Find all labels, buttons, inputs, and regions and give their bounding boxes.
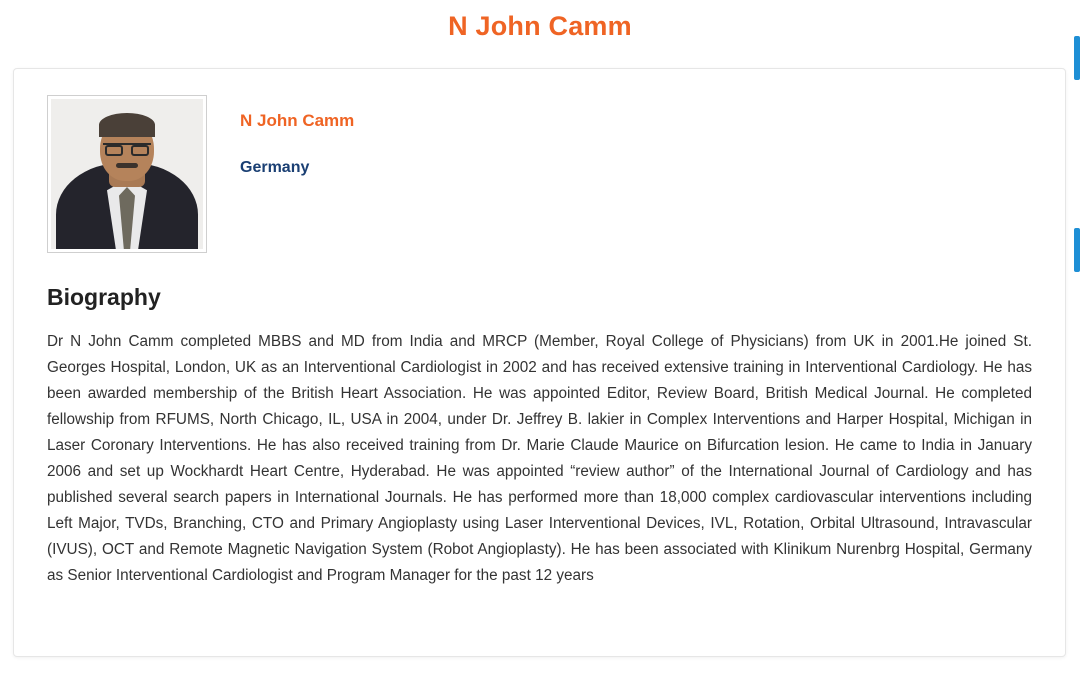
speaker-name: N John Camm <box>240 111 355 130</box>
biography-text: Dr N John Camm completed MBBS and MD from India and MRCP (Member, Royal College of Physicians) from UK in 2001.He joined St. Georges Hospital, London, UK as an Interventional Cardiologist in 2002 and has received extensive training in Interventional Cardiology. He has been awarded membership of the British Heart Association. He was appointed Editor, Review Board, British Medical Journal. He completed fellowship from RFUMS, North Chicago, IL, USA in 2004, under Dr. Jeffrey B. lakier in Complex Interventions and Harper Hospital, Michigan in Laser Coronary Interventions. He has also received training from Dr. Marie Claude Maurice on Bifurcation lesion. He came to India in January 2006 and set up Wockhardt Heart Centre, Hyderabad. He was appointed “review author” of the International Journal of Cardiology and has published several search papers in International Journals. He has performed more than 18,000 complex cardiovascular interventions including Left Major, TVDs, Branching, CTO and Primary Angioplasty using Laser Interventional Devices, IVL, Rotation, Orbital Ultrasound, Intravascular (IVUS), OCT and Remote Magnetic Navigation System (Robot Angioplasty). He has been associated with Klinikum Nurenbrg Hospital, Germany as Senior Interventional Cardiologist and Program Manager for the past 12 years <box>47 333 1032 584</box>
profile-meta <box>207 95 354 253</box>
profile-card <box>13 68 1066 657</box>
profile-header <box>14 69 1065 253</box>
edge-marker-bottom <box>1074 228 1080 272</box>
biography-heading: Biography <box>47 284 161 310</box>
edge-marker-top <box>1074 36 1080 80</box>
speaker-country: Germany <box>240 159 310 176</box>
portrait-photo-icon <box>51 99 203 249</box>
page-title: N John Camm <box>448 11 632 41</box>
avatar <box>47 95 207 253</box>
